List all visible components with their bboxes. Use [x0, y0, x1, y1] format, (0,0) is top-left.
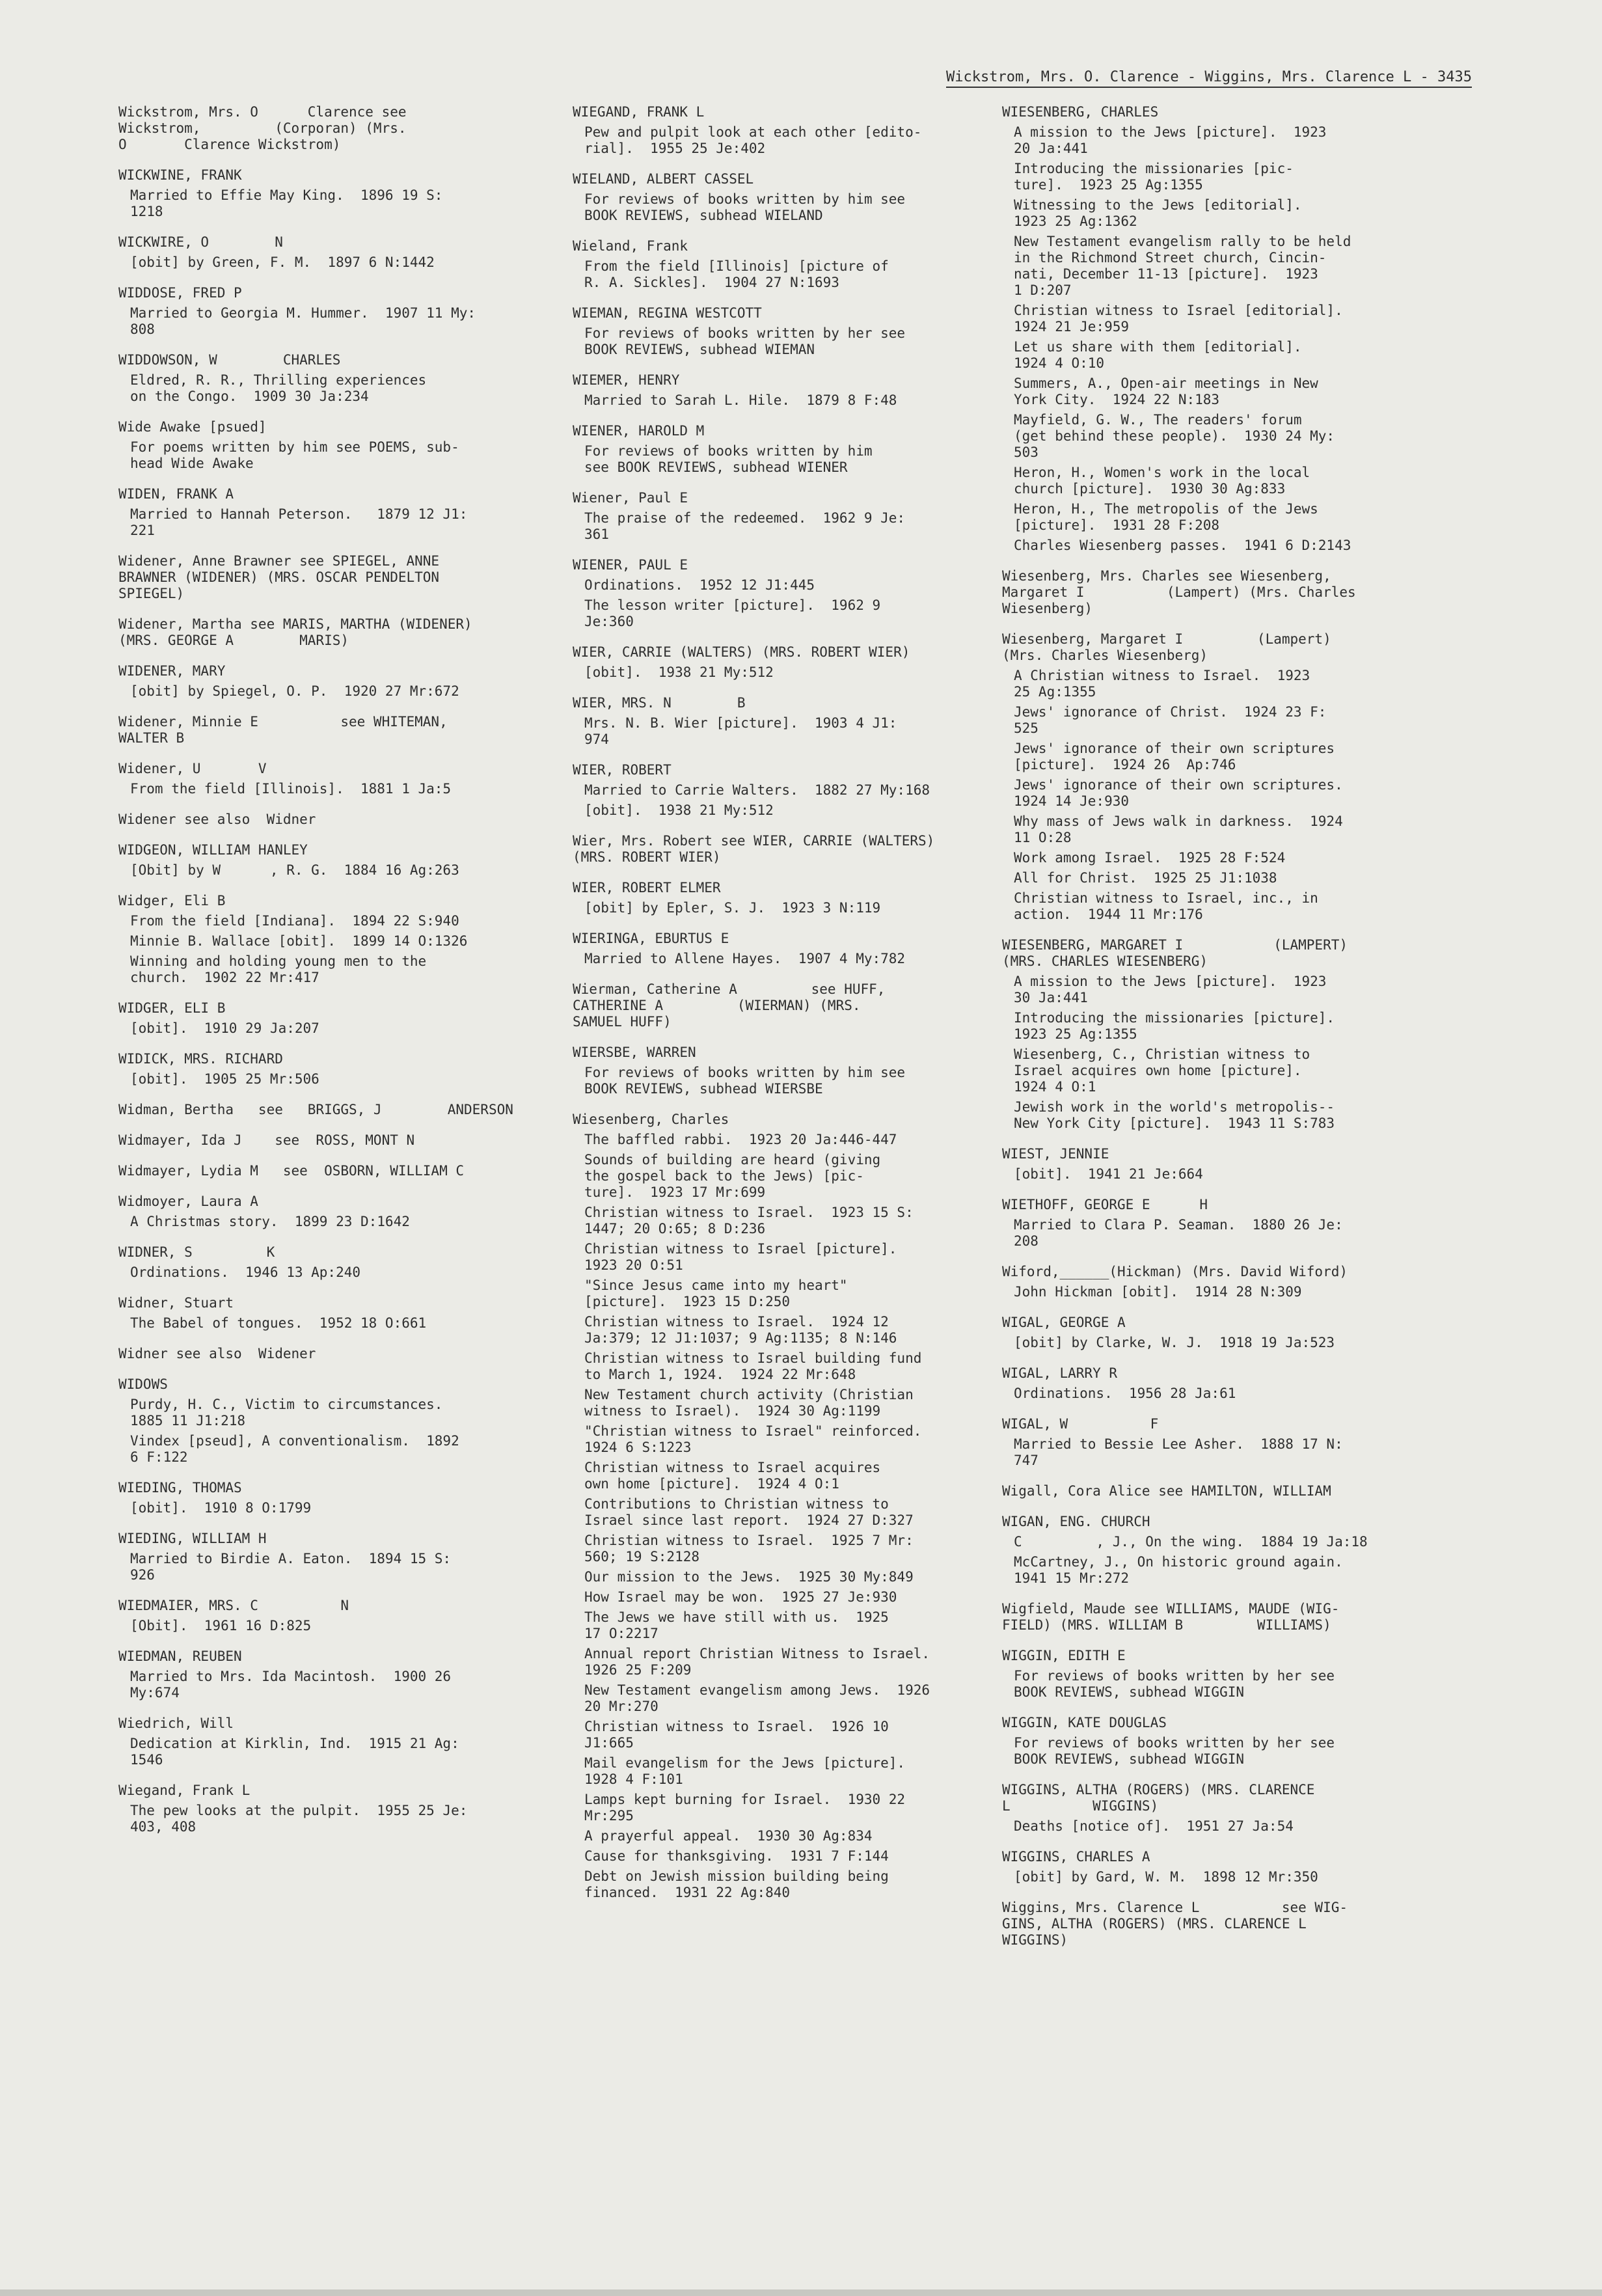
- entry-heading: Widner, Stuart: [118, 1295, 234, 1311]
- index-entry: [118, 812, 541, 828]
- entry-citation: C , J., On the wing. 1884 19 Ja:18: [1014, 1534, 1368, 1550]
- index-entry: [118, 663, 541, 700]
- index-entry: [118, 1051, 541, 1087]
- entry-heading: WIGAL, GEORGE A: [1002, 1315, 1126, 1330]
- index-entry: [1002, 1715, 1497, 1768]
- entry-heading: Wickstrom, Mrs. O Clarence see Wickstrom, (Corporan) (Mrs. O Clarence Wickstrom): [118, 104, 407, 152]
- entry-citation: A Christmas story. 1899 23 D:1642: [130, 1214, 410, 1229]
- entry-heading: WIDDOSE, FRED P: [118, 285, 242, 301]
- entry-citation: Married to Clara P. Seaman. 1880 26 Je: 208: [1014, 1217, 1343, 1249]
- entry-citation: Introducing the missionaries [pic- ture]. 1923 25 Ag:1355: [1014, 161, 1294, 193]
- entry-citation: McCartney, J., On historic ground again. 1941 15 Mr:272: [1014, 1554, 1343, 1586]
- entry-heading: WIDGEON, WILLIAM HANLEY: [118, 842, 308, 858]
- index-entry: [1002, 631, 1497, 923]
- entry-heading: WIER, MRS. N B: [573, 695, 746, 711]
- entry-citation: Married to Carrie Walters. 1882 27 My:168: [584, 782, 930, 798]
- entry-heading: Widener, Anne Brawner see SPIEGEL, ANNE BRAWNER (WIDENER) (MRS. OSCAR PENDELTON SPIEGEL): [118, 553, 440, 601]
- index-entry: [1002, 1849, 1497, 1885]
- entry-heading: Wiener, Paul E: [573, 490, 688, 506]
- index-entry: [118, 1132, 541, 1149]
- entry-heading: WIEMER, HENRY: [573, 372, 680, 388]
- entry-citation: Christian witness to Israel, inc., in action. 1944 11 Mr:176: [1014, 890, 1318, 922]
- entry-heading: Wigall, Cora Alice see HAMILTON, WILLIAM: [1002, 1483, 1331, 1499]
- entry-heading: Wierman, Catherine A see HUFF, CATHERINE A (WIERMAN) (MRS. SAMUEL HUFF): [573, 981, 886, 1030]
- entry-heading: WIERSBE, WARREN: [573, 1045, 696, 1060]
- index-entry: [1002, 1315, 1497, 1351]
- entry-citation: Debt on Jewish mission building being financed. 1931 22 Ag:840: [584, 1868, 889, 1900]
- entry-citation: Married to Birdie A. Eaton. 1894 15 S: 926: [130, 1551, 452, 1583]
- entry-citation: "Since Jesus came into my heart" [picture]. 1923 15 D:250: [584, 1278, 848, 1309]
- index-entry: [573, 557, 976, 630]
- entry-citation: Dedication at Kirklin, Ind. 1915 21 Ag: 1546: [130, 1736, 459, 1768]
- entry-citation: Our mission to the Jews. 1925 30 My:849: [584, 1569, 914, 1585]
- index-entry: [1002, 1782, 1497, 1835]
- index-entry: [573, 171, 976, 224]
- entry-citation: Married to Hannah Peterson. 1879 12 J1: 221: [130, 506, 468, 538]
- entry-citation: Jews' ignorance of Christ. 1924 23 F: 525: [1014, 704, 1327, 736]
- column-1: [118, 104, 541, 1850]
- entry-heading: Wier, Mrs. Robert see WIER, CARRIE (WALTERS) (MRS. ROBERT WIER): [573, 833, 935, 865]
- entry-citation: Married to Sarah L. Hile. 1879 8 F:48: [584, 392, 897, 408]
- entry-heading: WIGAL, W F: [1002, 1416, 1159, 1432]
- entry-citation: [obit]. 1910 29 Ja:207: [130, 1020, 319, 1036]
- index-entry: [118, 761, 541, 797]
- entry-citation: Why mass of Jews walk in darkness. 1924 11 O:28: [1014, 813, 1343, 845]
- index-entry: [118, 1648, 541, 1701]
- entry-heading: WIEDMAIER, MRS. C N: [118, 1598, 349, 1613]
- index-entry: [1002, 1264, 1497, 1300]
- entry-citation: Work among Israel. 1925 28 F:524: [1014, 850, 1286, 866]
- entry-citation: Jews' ignorance of their own scriptures. 1924 14 Je:930: [1014, 777, 1343, 809]
- entry-citation: Sounds of building are heard (giving the gospel back to the Jews) [pic- ture]. 1923 17 Mr:699: [584, 1152, 881, 1200]
- index-entry: [573, 880, 976, 916]
- entry-heading: WIER, ROBERT ELMER: [573, 880, 721, 895]
- entry-heading: WIGGIN, EDITH E: [1002, 1648, 1126, 1663]
- index-entry: [1002, 937, 1497, 1132]
- index-entry: [573, 762, 976, 819]
- entry-citation: Ordinations. 1946 13 Ap:240: [130, 1264, 361, 1280]
- entry-heading: WIGGINS, CHARLES A: [1002, 1849, 1150, 1865]
- index-entry: [118, 1244, 541, 1281]
- index-entry: [573, 104, 976, 157]
- entry-heading: WIENER, HAROLD M: [573, 423, 705, 439]
- entry-citation: A mission to the Jews [picture]. 1923 20 Ja:441: [1014, 124, 1327, 156]
- index-entry: [118, 616, 541, 649]
- entry-citation: The Jews we have still with us. 1925 17 O:2217: [584, 1609, 889, 1641]
- entry-citation: "Christian witness to Israel" reinforced. 1924 6 S:1223: [584, 1423, 922, 1455]
- index-entry: [118, 352, 541, 405]
- column-3: [1002, 104, 1497, 1963]
- entry-citation: For poems written by him see POEMS, sub- head Wide Awake: [130, 439, 459, 471]
- entry-citation: Annual report Christian Witness to Israel. 1926 25 F:209: [584, 1646, 930, 1678]
- index-entry: [573, 372, 976, 409]
- index-entry: [118, 1102, 541, 1118]
- entry-heading: WIGAN, ENG. CHURCH: [1002, 1514, 1150, 1529]
- entry-citation: Eldred, R. R., Thrilling experiences on the Congo. 1909 30 Ja:234: [130, 372, 427, 404]
- entry-citation: [obit]. 1938 21 My:512: [584, 664, 774, 680]
- entry-citation: For reviews of books written by him see BOOK REVIEWS, subhead WIERSBE: [584, 1065, 906, 1097]
- entry-citation: A Christian witness to Israel. 1923 25 Ag:1355: [1014, 668, 1310, 700]
- entry-heading: WIENER, PAUL E: [573, 557, 688, 573]
- entry-heading: Wiedrich, Will: [118, 1715, 234, 1731]
- index-entry: [118, 1480, 541, 1516]
- index-entry: [573, 305, 976, 358]
- entry-citation: The lesson writer [picture]. 1962 9 Je:360: [584, 597, 881, 629]
- entry-citation: Minnie B. Wallace [obit]. 1899 14 O:1326: [130, 933, 468, 949]
- entry-citation: [obit] by Spiegel, O. P. 1920 27 Mr:672: [130, 683, 459, 699]
- entry-citation: Heron, H., Women's work in the local church [picture]. 1930 30 Ag:833: [1014, 465, 1310, 497]
- entry-citation: For reviews of books written by him see BOOK REVIEWS, subhead WIELAND: [584, 191, 906, 223]
- entry-citation: [obit]. 1905 25 Mr:506: [130, 1071, 319, 1087]
- index-entry: [1002, 1601, 1497, 1633]
- entry-heading: Wiggins, Mrs. Clarence L see WIG- GINS, ALTHA (ROGERS) (MRS. CLARENCE L WIGGINS): [1002, 1900, 1348, 1948]
- entry-citation: Witnessing to the Jews [editorial]. 1923 25 Ag:1362: [1014, 197, 1302, 229]
- index-entry: [1002, 1416, 1497, 1469]
- index-entry: [118, 1715, 541, 1768]
- entry-heading: Wiesenberg, Charles: [573, 1112, 729, 1127]
- entry-heading: Widener, Martha see MARIS, MARTHA (WIDENER) (MRS. GEORGE A MARIS): [118, 616, 472, 648]
- index-entry: [118, 1598, 541, 1634]
- entry-citation: For reviews of books written by him see BOOK REVIEWS, subhead WIENER: [584, 443, 873, 475]
- entry-heading: Widener see also Widner: [118, 812, 316, 827]
- index-entry: [1002, 1900, 1497, 1948]
- entry-heading: Widman, Bertha see BRIGGS, J ANDERSON: [118, 1102, 513, 1117]
- entry-heading: WIEGAND, FRANK L: [573, 104, 705, 120]
- entry-citation: All for Christ. 1925 25 J1:1038: [1014, 870, 1277, 886]
- entry-citation: Heron, H., The metropolis of the Jews [picture]. 1931 28 F:208: [1014, 501, 1318, 533]
- entry-citation: Mail evangelism for the Jews [picture]. 1928 4 F:101: [584, 1755, 906, 1787]
- entry-citation: New Testament church activity (Christian witness to Israel). 1924 30 Ag:1199: [584, 1387, 914, 1419]
- entry-citation: Winning and holding young men to the church. 1902 22 Mr:417: [130, 953, 427, 985]
- page-edge-strip: [0, 2289, 1602, 2296]
- entry-citation: [obit] by Clarke, W. J. 1918 19 Ja:523: [1014, 1335, 1335, 1350]
- entry-heading: WIELAND, ALBERT CASSEL: [573, 171, 754, 187]
- entry-heading: WIETHOFF, GEORGE E H: [1002, 1197, 1208, 1212]
- entry-heading: WIEDING, THOMAS: [118, 1480, 242, 1496]
- index-entry: [118, 1000, 541, 1037]
- entry-heading: WIEMAN, REGINA WESTCOTT: [573, 305, 762, 321]
- entry-citation: Married to Allene Hayes. 1907 4 My:782: [584, 951, 906, 966]
- entry-heading: WIERINGA, EBURTUS E: [573, 931, 729, 946]
- entry-heading: Wigfield, Maude see WILLIAMS, MAUDE (WIG- FIELD) (MRS. WILLIAM B WILLIAMS): [1002, 1601, 1340, 1633]
- entry-heading: WIGGINS, ALTHA (ROGERS) (MRS. CLARENCE L WIGGINS): [1002, 1782, 1315, 1814]
- entry-citation: [obit] by Gard, W. M. 1898 12 Mr:350: [1014, 1869, 1318, 1885]
- entry-heading: Wiegand, Frank L: [118, 1783, 251, 1798]
- index-entry: [573, 833, 976, 866]
- entry-heading: WIDNER, S K: [118, 1244, 275, 1260]
- index-entry: [573, 1045, 976, 1097]
- entry-heading: Wide Awake [psued]: [118, 419, 267, 435]
- entry-heading: WIER, ROBERT: [573, 762, 672, 778]
- entry-citation: Married to Bessie Lee Asher. 1888 17 N: 747: [1014, 1436, 1343, 1468]
- entry-citation: [obit]. 1941 21 Je:664: [1014, 1166, 1203, 1182]
- entry-heading: WIEDING, WILLIAM H: [118, 1531, 267, 1546]
- entry-citation: Charles Wiesenberg passes. 1941 6 D:2143: [1014, 538, 1351, 553]
- entry-citation: From the field [Indiana]. 1894 22 S:940: [130, 913, 459, 929]
- index-entry: [118, 553, 541, 602]
- entry-heading: WIDGER, ELI B: [118, 1000, 226, 1016]
- entry-heading: WIDOWS: [118, 1376, 168, 1392]
- index-entry: [118, 1163, 541, 1179]
- entry-citation: Jewish work in the world's metropolis-- New York City [picture]. 1943 11 S:783: [1014, 1099, 1335, 1131]
- entry-heading: Widner see also Widener: [118, 1346, 316, 1361]
- entry-citation: Let us share with them [editorial]. 1924 4 O:10: [1014, 339, 1302, 371]
- entry-heading: WICKWIRE, O N: [118, 234, 283, 250]
- entry-citation: The pew looks at the pulpit. 1955 25 Je: 403, 408: [130, 1803, 468, 1835]
- index-entry: [118, 1295, 541, 1332]
- index-entry: [573, 238, 976, 291]
- entry-citation: Ordinations. 1952 12 J1:445: [584, 577, 815, 593]
- entry-citation: Purdy, H. C., Victim to circumstances. 1885 11 J1:218: [130, 1397, 443, 1428]
- entry-citation: A prayerful appeal. 1930 30 Ag:834: [584, 1828, 873, 1844]
- entry-heading: WIDENER, MARY: [118, 663, 226, 679]
- index-entry: [118, 234, 541, 271]
- index-entry: [573, 644, 976, 681]
- index-entry: [1002, 104, 1497, 554]
- index-entry: [118, 1783, 541, 1835]
- index-entry: [573, 1112, 976, 1901]
- entry-citation: Cause for thanksgiving. 1931 7 F:144: [584, 1848, 889, 1864]
- entry-citation: [obit]. 1910 8 O:1799: [130, 1500, 312, 1516]
- index-entry: [1002, 1146, 1497, 1182]
- entry-heading: Wieland, Frank: [573, 238, 688, 254]
- entry-citation: Deaths [notice of]. 1951 27 Ja:54: [1014, 1818, 1294, 1834]
- index-entry: [118, 1194, 541, 1230]
- index-entry: [118, 104, 541, 153]
- entry-citation: Mayfield, G. W., The readers' forum (get behind these people). 1930 24 My: 503: [1014, 412, 1335, 460]
- entry-citation: Christian witness to Israel acquires own home [picture]. 1924 4 O:1: [584, 1460, 881, 1492]
- entry-heading: WIGGIN, KATE DOUGLAS: [1002, 1715, 1167, 1730]
- entry-heading: WIGAL, LARRY R: [1002, 1365, 1118, 1381]
- index-entry: [573, 490, 976, 543]
- index-entry: [1002, 1483, 1497, 1499]
- entry-citation: Married to Mrs. Ida Macintosh. 1900 26 My:674: [130, 1669, 452, 1701]
- entry-citation: Christian witness to Israel. 1923 15 S: 1447; 20 O:65; 8 D:236: [584, 1205, 914, 1237]
- entry-citation: From the field [Illinois] [picture of R. A. Sickles]. 1904 27 N:1693: [584, 258, 889, 290]
- entry-citation: For reviews of books written by her see BOOK REVIEWS, subhead WIEMAN: [584, 325, 906, 357]
- entry-heading: WIER, CARRIE (WALTERS) (MRS. ROBERT WIER): [573, 644, 910, 660]
- entry-citation: The Babel of tongues. 1952 18 O:661: [130, 1315, 427, 1331]
- index-entry: [118, 285, 541, 338]
- entry-heading: Wiesenberg, Mrs. Charles see Wiesenberg, Margaret I (Lampert) (Mrs. Charles Wiesenberg): [1002, 568, 1356, 616]
- entry-citation: Vindex [pseud], A conventionalism. 1892 6 F:122: [130, 1433, 459, 1465]
- entry-citation: A mission to the Jews [picture]. 1923 30 Ja:441: [1014, 974, 1327, 1005]
- index-entry: [1002, 1365, 1497, 1402]
- entry-citation: Ordinations. 1956 28 Ja:61: [1014, 1386, 1236, 1401]
- index-entry: [118, 1376, 541, 1466]
- index-entry: [118, 1531, 541, 1583]
- index-entry: [118, 419, 541, 472]
- entry-heading: WICKWINE, FRANK: [118, 167, 242, 183]
- index-entry: [1002, 1648, 1497, 1701]
- index-entry: [118, 842, 541, 879]
- entry-heading: Wiford,______(Hickman) (Mrs. David Wiford): [1002, 1264, 1348, 1279]
- entry-citation: For reviews of books written by her see BOOK REVIEWS, subhead WIGGIN: [1014, 1668, 1335, 1700]
- index-entry: [118, 167, 541, 220]
- index-entry: [573, 423, 976, 476]
- entry-citation: Mrs. N. B. Wier [picture]. 1903 4 J1: 974: [584, 715, 897, 747]
- entry-heading: WIESENBERG, CHARLES: [1002, 104, 1159, 120]
- entry-citation: [obit]. 1938 21 My:512: [584, 802, 774, 818]
- entry-heading: WIDICK, MRS. RICHARD: [118, 1051, 283, 1067]
- entry-citation: Christian witness to Israel. 1924 12 Ja:379; 12 J1:1037; 9 Ag:1135; 8 N:146: [584, 1314, 897, 1346]
- entry-citation: [obit] by Green, F. M. 1897 6 N:1442: [130, 254, 435, 270]
- index-entry: [118, 893, 541, 986]
- entry-heading: WIDEN, FRANK A: [118, 486, 234, 502]
- index-entry: [573, 931, 976, 967]
- index-entry: [118, 1346, 541, 1362]
- entry-citation: Lamps kept burning for Israel. 1930 22 Mr:295: [584, 1792, 906, 1824]
- index-entry: [118, 714, 541, 746]
- index-entry: [1002, 1197, 1497, 1250]
- entry-citation: Introducing the missionaries [picture]. 1923 25 Ag:1355: [1014, 1010, 1335, 1042]
- index-entry: [1002, 1514, 1497, 1587]
- running-header: Wickstrom, Mrs. O. Clarence - Wiggins, Mrs. Clarence L - 3435: [946, 69, 1472, 88]
- entry-heading: Widger, Eli B: [118, 893, 226, 909]
- entry-citation: John Hickman [obit]. 1914 28 N:309: [1014, 1284, 1302, 1300]
- column-2: [573, 104, 976, 1915]
- entry-heading: WIEDMAN, REUBEN: [118, 1648, 242, 1664]
- entry-citation: Christian witness to Israel building fund to March 1, 1924. 1924 22 Mr:648: [584, 1350, 922, 1382]
- index-entry: [118, 486, 541, 539]
- entry-heading: WIEST, JENNIE: [1002, 1146, 1109, 1162]
- entry-heading: Widmayer, Lydia M see OSBORN, WILLIAM C: [118, 1163, 465, 1179]
- entry-citation: Contributions to Christian witness to Israel since last report. 1924 27 D:327: [584, 1496, 914, 1528]
- entry-citation: The praise of the redeemed. 1962 9 Je: 361: [584, 510, 906, 542]
- entry-heading: WIDDOWSON, W CHARLES: [118, 352, 341, 368]
- entry-citation: Wiesenberg, C., Christian witness to Israel acquires own home [picture]. 1924 4 O:1: [1014, 1046, 1310, 1095]
- entry-citation: [Obit] by W , R. G. 1884 16 Ag:263: [130, 862, 459, 878]
- entry-citation: Christian witness to Israel [picture]. 1923 20 O:51: [584, 1241, 897, 1273]
- entry-citation: New Testament evangelism rally to be held in the Richmond Street church, Cincin- nati, December 11-13 [picture]. 1923 1 D:207: [1014, 234, 1351, 298]
- entry-citation: The baffled rabbi. 1923 20 Ja:446-447: [584, 1132, 897, 1147]
- entry-heading: Widener, U V: [118, 761, 267, 776]
- entry-citation: Jews' ignorance of their own scriptures [picture]. 1924 26 Ap:746: [1014, 741, 1335, 772]
- entry-citation: From the field [Illinois]. 1881 1 Ja:5: [130, 781, 452, 797]
- index-entry: [573, 695, 976, 748]
- entry-citation: Christian witness to Israel [editorial]. 1924 21 Je:959: [1014, 303, 1343, 335]
- index-entry: [573, 981, 976, 1030]
- entry-citation: Christian witness to Israel. 1925 7 Mr: 560; 19 S:2128: [584, 1533, 914, 1565]
- entry-heading: Widmoyer, Laura A: [118, 1194, 258, 1209]
- entry-heading: Wiesenberg, Margaret I (Lampert) (Mrs. Charles Wiesenberg): [1002, 631, 1331, 663]
- entry-heading: WIESENBERG, MARGARET I (LAMPERT) (MRS. CHARLES WIESENBERG): [1002, 937, 1348, 969]
- entry-citation: [obit] by Epler, S. J. 1923 3 N:119: [584, 900, 881, 916]
- index-entry: [1002, 568, 1497, 617]
- entry-citation: Married to Effie May King. 1896 19 S: 1218: [130, 187, 443, 219]
- entry-citation: How Israel may be won. 1925 27 Je:930: [584, 1589, 897, 1605]
- entry-citation: Pew and pulpit look at each other [edito- rial]. 1955 25 Je:402: [584, 124, 922, 156]
- entry-heading: Widmayer, Ida J see ROSS, MONT N: [118, 1132, 415, 1148]
- entry-citation: Summers, A., Open-air meetings in New York City. 1924 22 N:183: [1014, 376, 1318, 407]
- entry-citation: Christian witness to Israel. 1926 10 J1:665: [584, 1719, 889, 1751]
- entry-citation: For reviews of books written by her see BOOK REVIEWS, subhead WIGGIN: [1014, 1735, 1335, 1767]
- entry-citation: [Obit]. 1961 16 D:825: [130, 1618, 312, 1633]
- entry-citation: New Testament evangelism among Jews. 1926 20 Mr:270: [584, 1682, 930, 1714]
- entry-heading: Widener, Minnie E see WHITEMAN, WALTER B: [118, 714, 448, 746]
- entry-citation: Married to Georgia M. Hummer. 1907 11 My: 808: [130, 305, 476, 337]
